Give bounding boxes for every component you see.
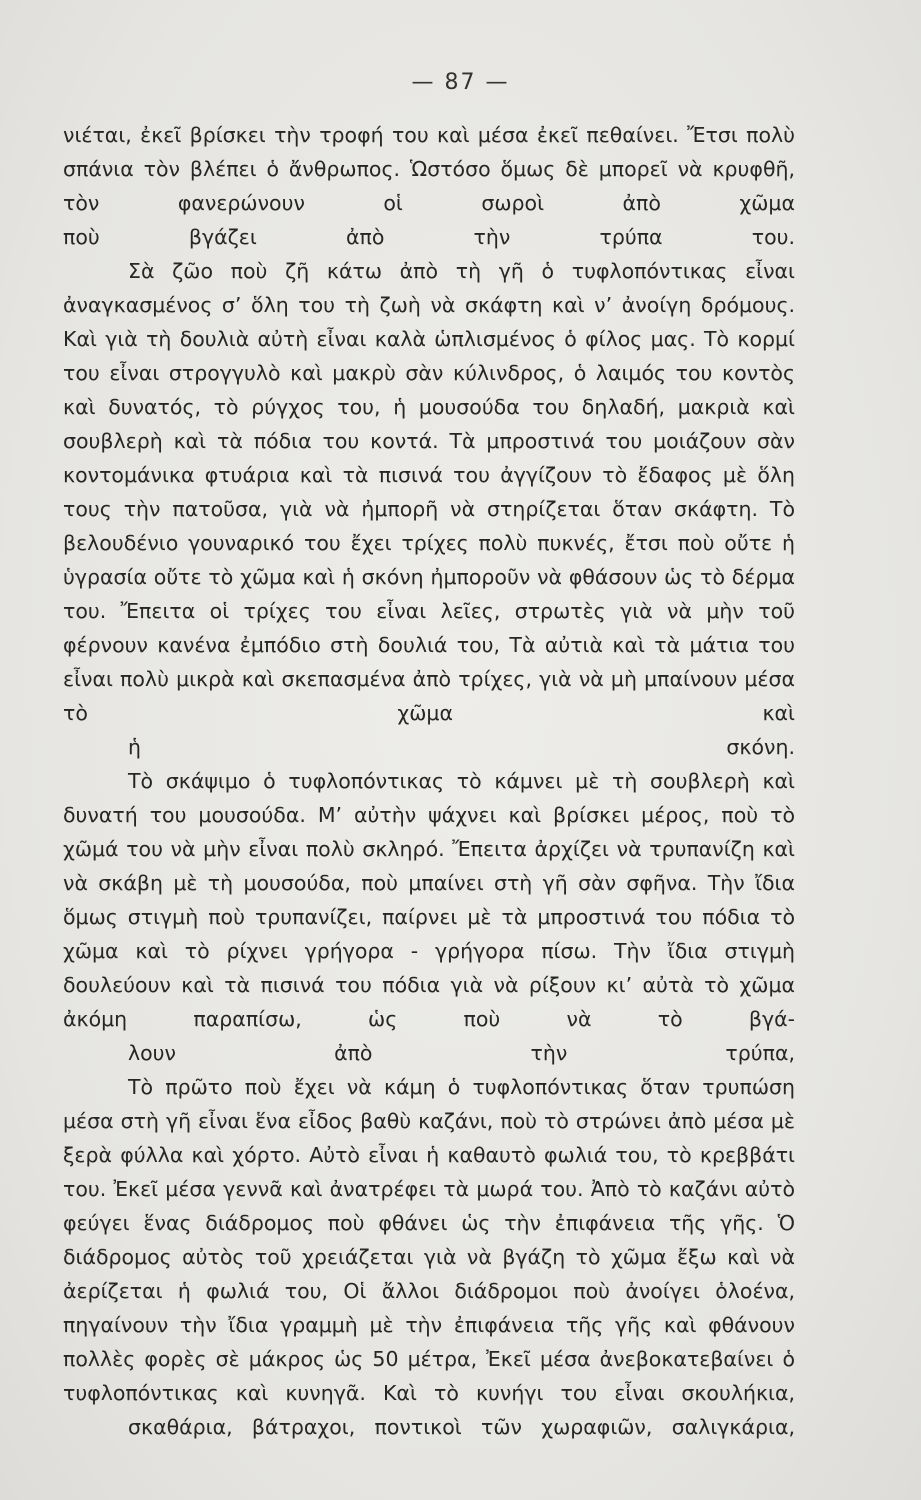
- paragraph-body: Τὸ σκάψιμο ὁ τυφλοπόντικας τὸ κάμνει μὲ τὴ σουβλερὴ καὶ δυνατή του μουσούδα. Μ’ αὐτὴν ψάχνει καὶ βρίσκει μέρος, ποὺ τὸ χῶμά του νὰ μὴν εἶναι πολὺ σκληρό. Ἔπειτα ἀρχίζει νὰ τρυπανίζη καὶ νὰ σκάβη μὲ τὴ μουσούδα, ποὺ μπαίνει στὴ γῆ σὰν σφῆνα. Τὴν ἴδια ὅμως στιγμὴ ποὺ τρυπανίζει, παίρνει μὲ τὰ μπροστινά του πόδια τὸ χῶμα καὶ τὸ ρίχνει γρήγορα - γρήγορα πίσω. Τὴν ἴδια στιγμὴ δουλεύουν καὶ τὰ πισινά του πόδια γιὰ νὰ ρίξουν κι’ αὐτὰ τὸ χῶμα ἀκόμη παραπίσω, ὡς ποὺ νὰ τὸ βγά-: [63, 769, 795, 1031]
- paragraph: [63, 1070, 795, 1444]
- paragraph-continuation: [63, 118, 795, 254]
- paragraph-last-line: ἡ σκόνη.: [128, 735, 795, 759]
- paragraph: [63, 254, 795, 764]
- paragraph-body: νιέται, ἐκεῖ βρίσκει τὴν τροφή του καὶ μέσα ἐκεῖ πεθαίνει. Ἔτσι πολὺ σπάνια τὸν βλέπει ὁ ἄνθρωπος. Ὡστόσο ὅμως δὲ μπορεῖ νὰ κρυφθῆ, τὸν φανερώνουν οἱ σωροὶ ἀπὸ χῶμα: [63, 123, 795, 215]
- paragraph-last-line: λουν ἀπὸ τὴν τρύπα,: [128, 1041, 795, 1065]
- page-number: — 87 —: [411, 70, 510, 95]
- body-text: [63, 118, 795, 1444]
- paragraph-body: Τὸ πρῶτο ποὺ ἔχει νὰ κάμη ὁ τυφλοπόντικας ὅταν τρυπώση μέσα στὴ γῆ εἶναι ἕνα εἶδος βαθὺ καζάνι, ποὺ τὸ στρώνει ἀπὸ μέσα μὲ ξερὰ φύλλα καὶ χόρτο. Αὐτὸ εἶναι ἡ καθαυτὸ φωλιά του, τὸ κρεββάτι του. Ἐκεῖ μέσα γεννᾶ καὶ ἀνατρέφει τὰ μωρά του. Ἀπὸ τὸ καζάνι αὐτὸ φεύγει ἕνας διάδρομος ποὺ φθάνει ὡς τὴν ἐπιφάνεια τῆς γῆς. Ὁ διάδρομος αὐτὸς τοῦ χρειάζεται γιὰ νὰ βγάζη τὸ χῶμα ἔξω καὶ νὰ ἀερίζεται ἡ φωλιά του, Οἱ ἄλλοι διάδρομοι ποὺ ἀνοίγει ὁλοένα, πηγαίνουν τὴν ἴδια γραμμὴ μὲ τὴν ἐπιφάνεια τῆς γῆς καὶ φθάνουν πολλὲς φορὲς σὲ μάκρος ὡς 50 μέτρα, Ἐκεῖ μέσα ἀνεβοκατεβαίνει ὁ τυφλοπόντικας καὶ κυνηγᾶ. Καὶ τὸ κυνήγι του εἶναι σκουλήκια,: [63, 1075, 795, 1405]
- paragraph-last-line: ποὺ βγάζει ἀπὸ τὴν τρύπα του.: [63, 225, 795, 249]
- paragraph-last-line: σκαθάρια, βάτραχοι, ποντικοὶ τῶν χωραφιῶν, σαλιγκάρια,: [128, 1415, 795, 1439]
- paragraph-body: Σὰ ζῶο ποὺ ζῆ κάτω ἀπὸ τὴ γῆ ὁ τυφλοπόντικας εἶναι ἀναγκασμένος σ’ ὅλη του τὴ ζωὴ νὰ σκάφτη καὶ ν’ ἀνοίγη δρόμους. Καὶ γιὰ τὴ δουλιὰ αὐτὴ εἶναι καλὰ ὡπλισμένος ὁ φίλος μας. Τὸ κορμί του εἶναι στρογγυλὸ καὶ μακρὺ σὰν κύλινδρος, ὁ λαιμός του κοντὸς καὶ δυνατός, τὸ ρύγχος του, ἡ μουσούδα του δηλαδή, μακριὰ καὶ σουβλερὴ καὶ τὰ πόδια του κοντά. Τὰ μπροστινά του μοιάζουν σὰν κοντομάνικα φτυάρια καὶ τὰ πισινά του ἀγγίζουν τὸ ἔδαφος μὲ ὅλη τους τὴν πατοῦσα, γιὰ νὰ ἠμπορῆ νὰ στηρίζεται ὅταν σκάφτη. Τὸ βελουδένιο γουναρικό του ἔχει τρίχες πολὺ πυκνές, ἔτσι ποὺ οὔτε ἡ ὑγρασία οὔτε τὸ χῶμα καὶ ἡ σκόνη ἠμποροῦν νὰ φθάσουν ὡς τὸ δέρμα του. Ἔπειτα οἱ τρίχες του εἶναι λεῖες, στρωτὲς γιὰ νὰ μὴν τοῦ φέρνουν κανένα ἐμπόδιο στὴ δουλιά του, Τὰ αὐτιὰ καὶ τὰ μάτια του εἶναι πολὺ μικρὰ καὶ σκεπασμένα ἀπὸ τρίχες, γιὰ νὰ μὴ μπαίνουν μέσα τὸ χῶμα καὶ: [63, 259, 795, 725]
- paragraph: [63, 764, 795, 1070]
